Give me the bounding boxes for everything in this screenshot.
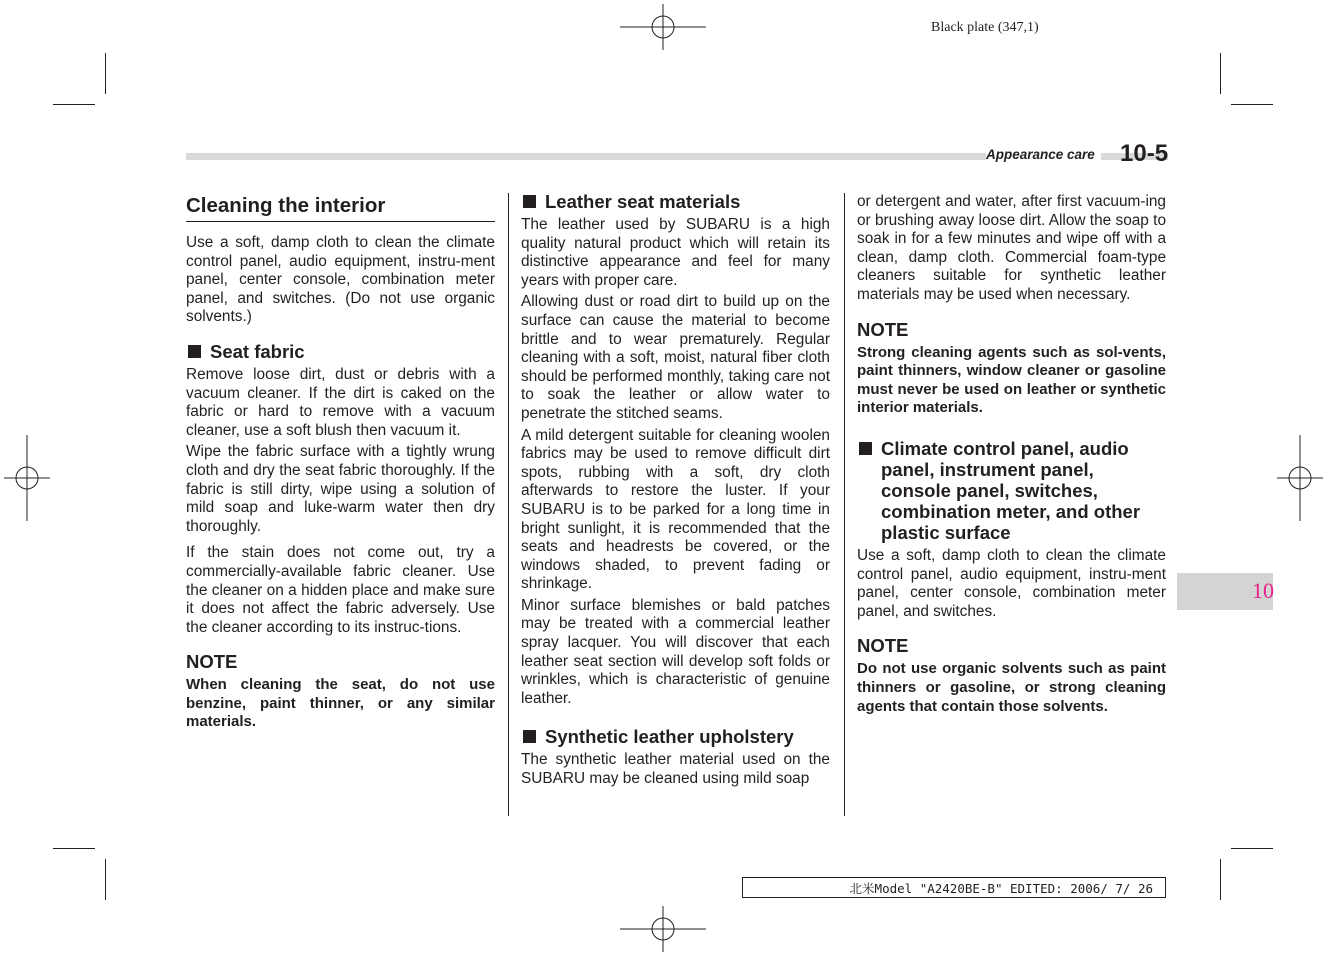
crop-mark: [105, 53, 106, 94]
paragraph: Wipe the fabric surface with a tightly wrung cloth and dry the seat fabric thoroughly. If the fabric is still dirty, wipe using a solution of mild soap and luke-warm water then dry thoroughly.: [186, 443, 495, 535]
heading-text: Synthetic leather upholstery: [545, 726, 794, 748]
paragraph: Remove loose dirt, dust or debris with a vacuum cleaner. If the dirt is caked on the fabric or hard to remove with a vacuum cleaner, use a soft blush then vacuum it.: [186, 365, 495, 439]
page-title: Cleaning the interior: [186, 193, 495, 222]
paragraph: Allowing dust or road dirt to build up on the surface can cause the material to become brittle and to wear prematurely. Regular cleaning with a soft, moist, natural fiber cloth should be performed monthly, taking care not to soak the leather or allow water to penetrate the stitched seams.: [521, 293, 830, 422]
registration-mark-icon: [620, 4, 706, 50]
note-heading: NOTE: [857, 635, 909, 657]
column-1: [186, 193, 495, 735]
footer-box: [742, 877, 1166, 898]
registration-mark-icon: [620, 906, 706, 952]
heading-text: Climate control panel, audio panel, instrument panel, console panel, switches, combination meter, and other plastic surface: [881, 437, 1141, 543]
plate-info: Black plate (347,1): [931, 20, 1039, 35]
note-text: Strong cleaning agents such as sol-vents, paint thinners, window cleaner or gasoline must never be used on leather or synthetic interior materials.: [857, 343, 1166, 417]
paragraph: The leather used by SUBARU is a high quality natural product which will retain its distinctive appearance and feel for many years with proper care.: [521, 216, 830, 289]
note-heading: NOTE: [857, 318, 909, 340]
crop-mark: [1220, 859, 1221, 900]
paragraph: If the stain does not come out, try a commercially-available fabric cleaner. Use the cleaner on a hidden place and make sure it does not affect the fabric adversely. Use the cleaner according to its instruc-tions.: [186, 544, 495, 636]
paragraph: or detergent and water, after first vacuum-ing or brushing away loose dirt. Allow the soap to soak in for a few minutes and wipe off with a clean, damp cloth. Commercial foam-type cleaners suitable for synthetic leather materials may be used when necessary.: [857, 193, 1166, 303]
column-divider: [844, 193, 845, 816]
page-number: 10-5: [1120, 140, 1169, 167]
crop-mark: [1220, 53, 1221, 94]
climate-heading: [857, 438, 1166, 543]
square-bullet-icon: [523, 730, 536, 743]
column-3: [857, 193, 1166, 719]
registration-mark-icon: [1277, 435, 1323, 521]
leather-heading: [521, 191, 830, 212]
note-text: Do not use organic solvents such as paint thinners or gasoline, or strong cleaning agents that contain those solvents.: [857, 660, 1166, 715]
intro-paragraph: Use a soft, damp cloth to clean the climate control panel, audio equipment, instru-ment panel, center console, combination meter panel, and switches. (Do not use organic solvents.): [186, 234, 495, 326]
note-heading: NOTE: [186, 651, 238, 673]
crop-mark: [105, 859, 106, 900]
crop-mark: [53, 848, 95, 849]
seat-fabric-heading: [186, 341, 495, 362]
square-bullet-icon: [859, 442, 872, 455]
paragraph: The synthetic leather material used on the SUBARU may be cleaned using mild soap: [521, 751, 830, 788]
note-text: When cleaning the seat, do not use benzine, paint thinner, or any similar materials.: [186, 676, 495, 731]
section-name: Appearance care: [986, 147, 1101, 162]
crop-mark: [53, 104, 95, 105]
paragraph: Minor surface blemishes or bald patches may be treated with a commercial leather spray lacquer. You will discover that each leather seat section will develop soft folds or wrinkles, which is characteristic of genuine leather.: [521, 596, 830, 707]
paragraph: Use a soft, damp cloth to clean the climate control panel, audio equipment, instru-ment panel, center console, combination meter panel, and switches.: [857, 546, 1166, 620]
heading-text: Leather seat materials: [545, 191, 741, 212]
heading-text: Seat fabric: [210, 340, 305, 362]
crop-mark: [1231, 848, 1273, 849]
paragraph: A mild detergent suitable for cleaning woolen fabrics may be used to remove difficult dirt spots, rubbing with a soft, dry cloth afterwards to restore the luster. If your SUBARU is to be parked for a long time in bright sunlight, it is recommended that the seats and headrests be covered, or the windows shaded, to prevent fading or shrinkage.: [521, 426, 830, 593]
registration-mark-icon: [4, 435, 50, 521]
crop-mark: [1231, 104, 1273, 105]
chapter-tab-label: 10: [1252, 578, 1274, 603]
column-divider: [508, 193, 509, 816]
column-2: [521, 191, 830, 792]
footer-text: 北米Model "A2420BE-B" EDITED: 2006/ 7/ 26: [849, 881, 1153, 896]
square-bullet-icon: [188, 345, 201, 358]
square-bullet-icon: [523, 195, 536, 208]
synthetic-heading: [521, 726, 830, 747]
